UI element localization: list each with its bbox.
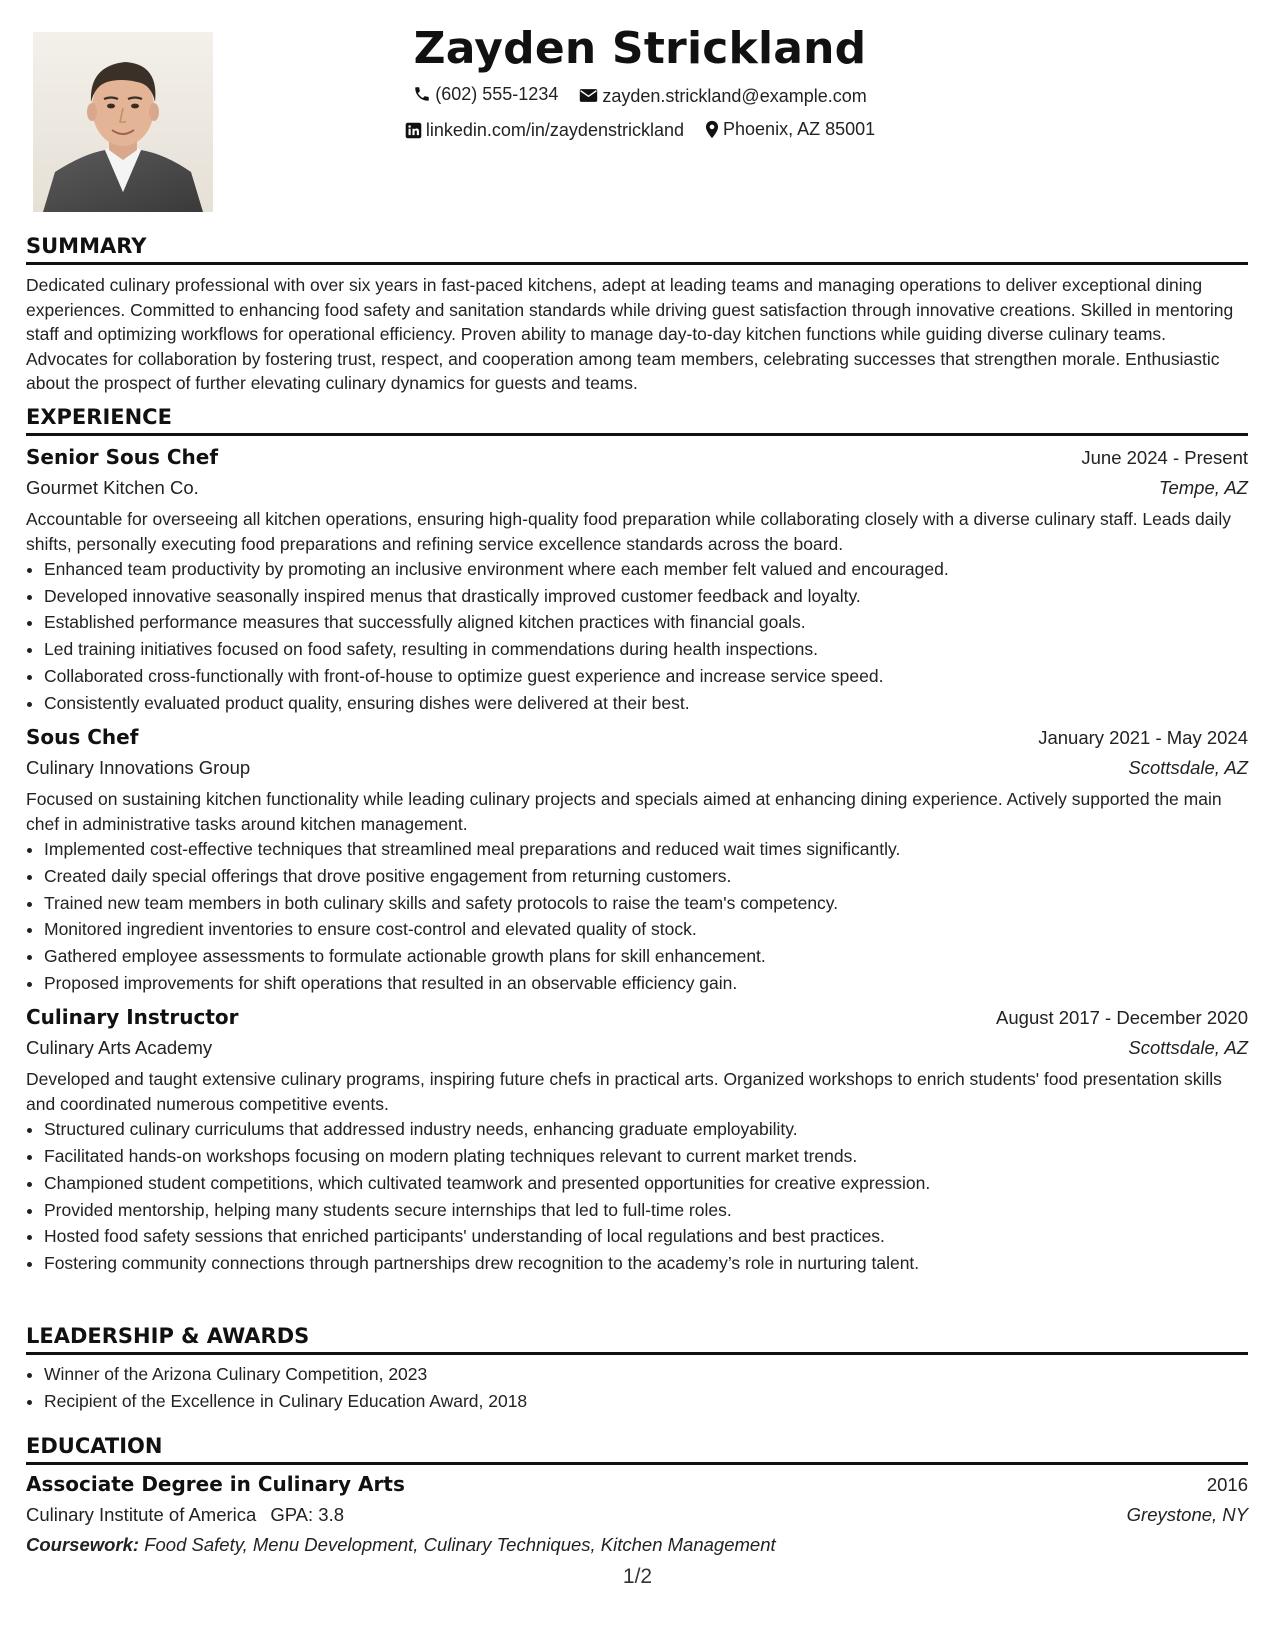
email-text: zayden.strickland@example.com bbox=[602, 85, 867, 106]
bullet-item: • Trained new team members in both culinary skills and safety protocols to raise the team's competency. bbox=[44, 890, 1248, 917]
bullet-item: • Fostering community connections through partnerships drew recognition to the academy’s role in nurturing talent. bbox=[44, 1250, 1248, 1277]
linkedin-icon bbox=[405, 122, 422, 139]
coursework-list: Food Safety, Menu Development, Culinary Techniques, Kitchen Management bbox=[144, 1534, 776, 1555]
contact-phone[interactable] bbox=[413, 78, 558, 110]
section-title-experience: EXPERIENCE bbox=[26, 404, 1248, 436]
bullet-item: • Championed student competitions, which cultivated teamwork and presented opportunities for creative expression. bbox=[44, 1170, 1248, 1197]
school-location: Greystone, NY bbox=[1126, 1504, 1248, 1525]
job-header-row bbox=[26, 1002, 1248, 1033]
bullet-item: • Hosted food safety sessions that enriched participants' understanding of local regulations and best practices. bbox=[44, 1223, 1248, 1250]
bullet-item: • Monitored ingredient inventories to ensure cost-control and elevated quality of stock. bbox=[44, 916, 1248, 943]
candidate-name: Zayden Strickland bbox=[413, 23, 867, 74]
profile-photo bbox=[33, 32, 213, 212]
job-bullets bbox=[26, 1116, 1248, 1276]
job-description: Accountable for overseeing all kitchen operations, ensuring high-quality food preparation while collaborating closely with a diverse culinary staff. Leads daily shifts, personally executing food preparations and refining service excellence standards across the board. bbox=[26, 509, 1231, 554]
awards-list bbox=[26, 1361, 1248, 1414]
phone-text: (602) 555-1234 bbox=[435, 84, 559, 104]
page-number: 1/2 bbox=[622, 1565, 653, 1588]
education-section bbox=[26, 1433, 1248, 1560]
bullet-item: • Proposed improvements for shift operations that resulted in an observable efficiency gain. bbox=[44, 970, 1248, 997]
resume-header bbox=[260, 20, 1020, 149]
award-item: • Recipient of the Excellence in Culinary Education Award, 2018 bbox=[44, 1388, 1248, 1415]
job-bullets bbox=[26, 556, 1248, 716]
job-org-row bbox=[26, 753, 1248, 783]
education-school-row bbox=[26, 1500, 1248, 1530]
summary-section bbox=[26, 233, 1248, 396]
section-title-summary: SUMMARY bbox=[26, 233, 1248, 265]
bullet-item: • Developed innovative seasonally inspired menus that drastically improved customer feedback and loyalty. bbox=[44, 583, 1248, 610]
job-location: Tempe, AZ bbox=[1158, 477, 1248, 498]
bullet-item: • Structured culinary curriculums that addressed industry needs, enhancing graduate employability. bbox=[44, 1116, 1248, 1143]
job-company: Gourmet Kitchen Co. bbox=[26, 477, 199, 498]
job-description: Focused on sustaining kitchen functionality while leading culinary projects and specials aimed at enhancing dining experience. Actively supported the main chef in administrative tasks around kitchen management. bbox=[26, 789, 1222, 834]
coursework-label: Coursework: bbox=[26, 1534, 140, 1555]
job-org-row bbox=[26, 1033, 1248, 1063]
job-company: Culinary Innovations Group bbox=[26, 757, 251, 779]
section-title-leadership: LEADERSHIP & AWARDS bbox=[26, 1323, 1248, 1355]
profile-photo-image bbox=[33, 32, 213, 212]
bullet-item: • Created daily special offerings that drove positive engagement from returning customers. bbox=[44, 863, 1248, 890]
job-company: Culinary Arts Academy bbox=[26, 1037, 213, 1059]
leadership-section bbox=[26, 1323, 1248, 1414]
summary-text: Dedicated culinary professional with over six years in fast-paced kitchens, adept at leading teams and managing operations to deliver exceptional dining experiences. Committed to enhancing food safety and sanitation standards while driving guest satisfaction through innovative creations. Skilled in mentoring staff and optimizing workflows for operational efficiency. Proven ability to manage day-to-day kitchen functions while guiding diverse culinary teams. Advocates for collaboration by fostering trust, respect, and cooperation among team members, celebrating successes that strengthen morale. Enthusiastic about the prospect of further elevating culinary dynamics for guests and teams. bbox=[26, 275, 1234, 393]
location-text: Phoenix, AZ 85001 bbox=[723, 119, 876, 139]
job-dates: June 2024 - Present bbox=[1081, 447, 1248, 468]
bullet-item: • Enhanced team productivity by promoting an inclusive environment where each member felt valued and encouraged. bbox=[44, 556, 1248, 583]
section-title-education: EDUCATION bbox=[26, 1433, 1248, 1465]
school-name: Culinary Institute of America bbox=[26, 1504, 257, 1525]
map-pin-icon bbox=[705, 120, 719, 139]
envelope-icon bbox=[579, 88, 598, 103]
contact-line-2 bbox=[260, 113, 1020, 149]
school-info bbox=[26, 1500, 344, 1530]
job-entry bbox=[26, 442, 1248, 716]
job-location: Scottsdale, AZ bbox=[1128, 757, 1248, 779]
job-header-row bbox=[26, 442, 1248, 473]
bullet-item: • Established performance measures that successfully aligned kitchen practices with financial goals. bbox=[44, 609, 1248, 636]
bullet-item: • Gathered employee assessments to formulate actionable growth plans for skill enhancement. bbox=[44, 943, 1248, 970]
job-header-row bbox=[26, 722, 1248, 753]
bullet-item: • Facilitated hands-on workshops focusing on modern plating techniques relevant to current market trends. bbox=[44, 1143, 1248, 1170]
bullet-item: • Implemented cost-effective techniques that streamlined meal preparations and reduced wait times significantly. bbox=[44, 836, 1248, 863]
bullet-item: • Consistently evaluated product quality, ensuring dishes were delivered at their best. bbox=[44, 690, 1248, 717]
job-location: Scottsdale, AZ bbox=[1128, 1037, 1248, 1059]
job-bullets bbox=[26, 836, 1248, 996]
award-item: • Winner of the Arizona Culinary Competition, 2023 bbox=[44, 1361, 1248, 1388]
experience-section bbox=[26, 404, 1248, 1277]
education-header-row bbox=[26, 1469, 1248, 1500]
job-title: Sous Chef bbox=[26, 725, 139, 750]
degree-title: Associate Degree in Culinary Arts bbox=[26, 1472, 405, 1496]
job-entry bbox=[26, 722, 1248, 996]
job-entry bbox=[26, 1002, 1248, 1276]
phone-icon bbox=[413, 85, 431, 103]
contact-linkedin[interactable] bbox=[405, 114, 684, 146]
job-description: Developed and taught extensive culinary programs, inspiring future chefs in practical arts. Organized workshops to enrich students' food presentation skills and coordinated numerous competitive events. bbox=[26, 1069, 1222, 1114]
contact-line-1 bbox=[260, 78, 1020, 113]
job-org-row bbox=[26, 473, 1248, 503]
bullet-item: • Led training initiatives focused on food safety, resulting in commendations during health inspections. bbox=[44, 636, 1248, 663]
contact-location bbox=[705, 113, 875, 145]
bullet-item: • Collaborated cross-functionally with front-of-house to optimize guest experience and increase service speed. bbox=[44, 663, 1248, 690]
contact-email[interactable] bbox=[579, 80, 866, 112]
linkedin-text: linkedin.com/in/zaydenstrickland bbox=[425, 120, 684, 140]
coursework bbox=[26, 1530, 1248, 1560]
job-title: Culinary Instructor bbox=[26, 1005, 239, 1030]
gpa: GPA: 3.8 bbox=[270, 1504, 345, 1525]
job-title: Senior Sous Chef bbox=[26, 445, 219, 469]
job-dates: January 2021 - May 2024 bbox=[1038, 727, 1248, 749]
job-dates: August 2017 - December 2020 bbox=[996, 1007, 1248, 1029]
bullet-item: • Provided mentorship, helping many students secure internships that led to full-time roles. bbox=[44, 1197, 1248, 1224]
graduation-year: 2016 bbox=[1206, 1474, 1248, 1495]
